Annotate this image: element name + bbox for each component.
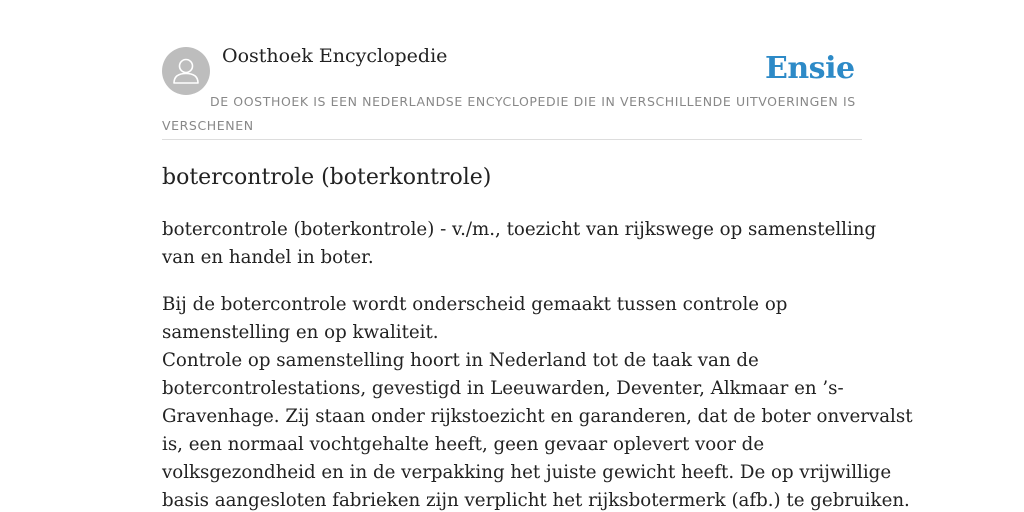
article-line: is, een normaal vochtgehalte heeft, geen gevaar oplevert voor de <box>162 434 765 455</box>
user-avatar-icon[interactable] <box>162 47 210 95</box>
article-line: botercontrolestations, gevestigd in Leeuwarden, Deventer, Alkmaar en ’s- <box>162 378 844 399</box>
article-line: basis aangesloten fabrieken zijn verplicht het rijksbotermerk (afb.) te gebruiken. <box>162 490 910 511</box>
article-paragraph <box>162 216 877 272</box>
article-line: Bij de botercontrole wordt onderscheid gemaakt tussen controle op <box>162 294 788 315</box>
site-tagline: DE OOSTHOEK IS EEN NEDERLANDSE ENCYCLOPEDIE DIE IN VERSCHILLENDE UITVOERINGEN IS VERSCHENEN <box>162 94 856 133</box>
article-line: samenstelling en op kwaliteit. <box>162 322 439 343</box>
article-paragraph <box>162 291 913 512</box>
article-title: botercontrole (boterkontrole) <box>162 165 492 190</box>
ensie-logo[interactable]: Ensie <box>765 51 855 86</box>
header-divider <box>162 139 862 140</box>
person-outline-icon <box>162 47 210 95</box>
site-name[interactable]: Oosthoek Encyclopedie <box>222 45 448 67</box>
article-line: volksgezondheid en in de verpakking het juiste gewicht heeft. De op vrijwillige <box>162 462 892 483</box>
article-line: van en handel in boter. <box>162 247 374 268</box>
article-line: botercontrole (boterkontrole) - v./m., toezicht van rijkswege op samenstelling <box>162 219 877 240</box>
article-body <box>162 216 913 512</box>
article-line: Controle op samenstelling hoort in Nederland tot de taak van de <box>162 350 759 371</box>
article-line: Gravenhage. Zij staan onder rijkstoezicht en garanderen, dat de boter onvervalst <box>162 406 913 427</box>
